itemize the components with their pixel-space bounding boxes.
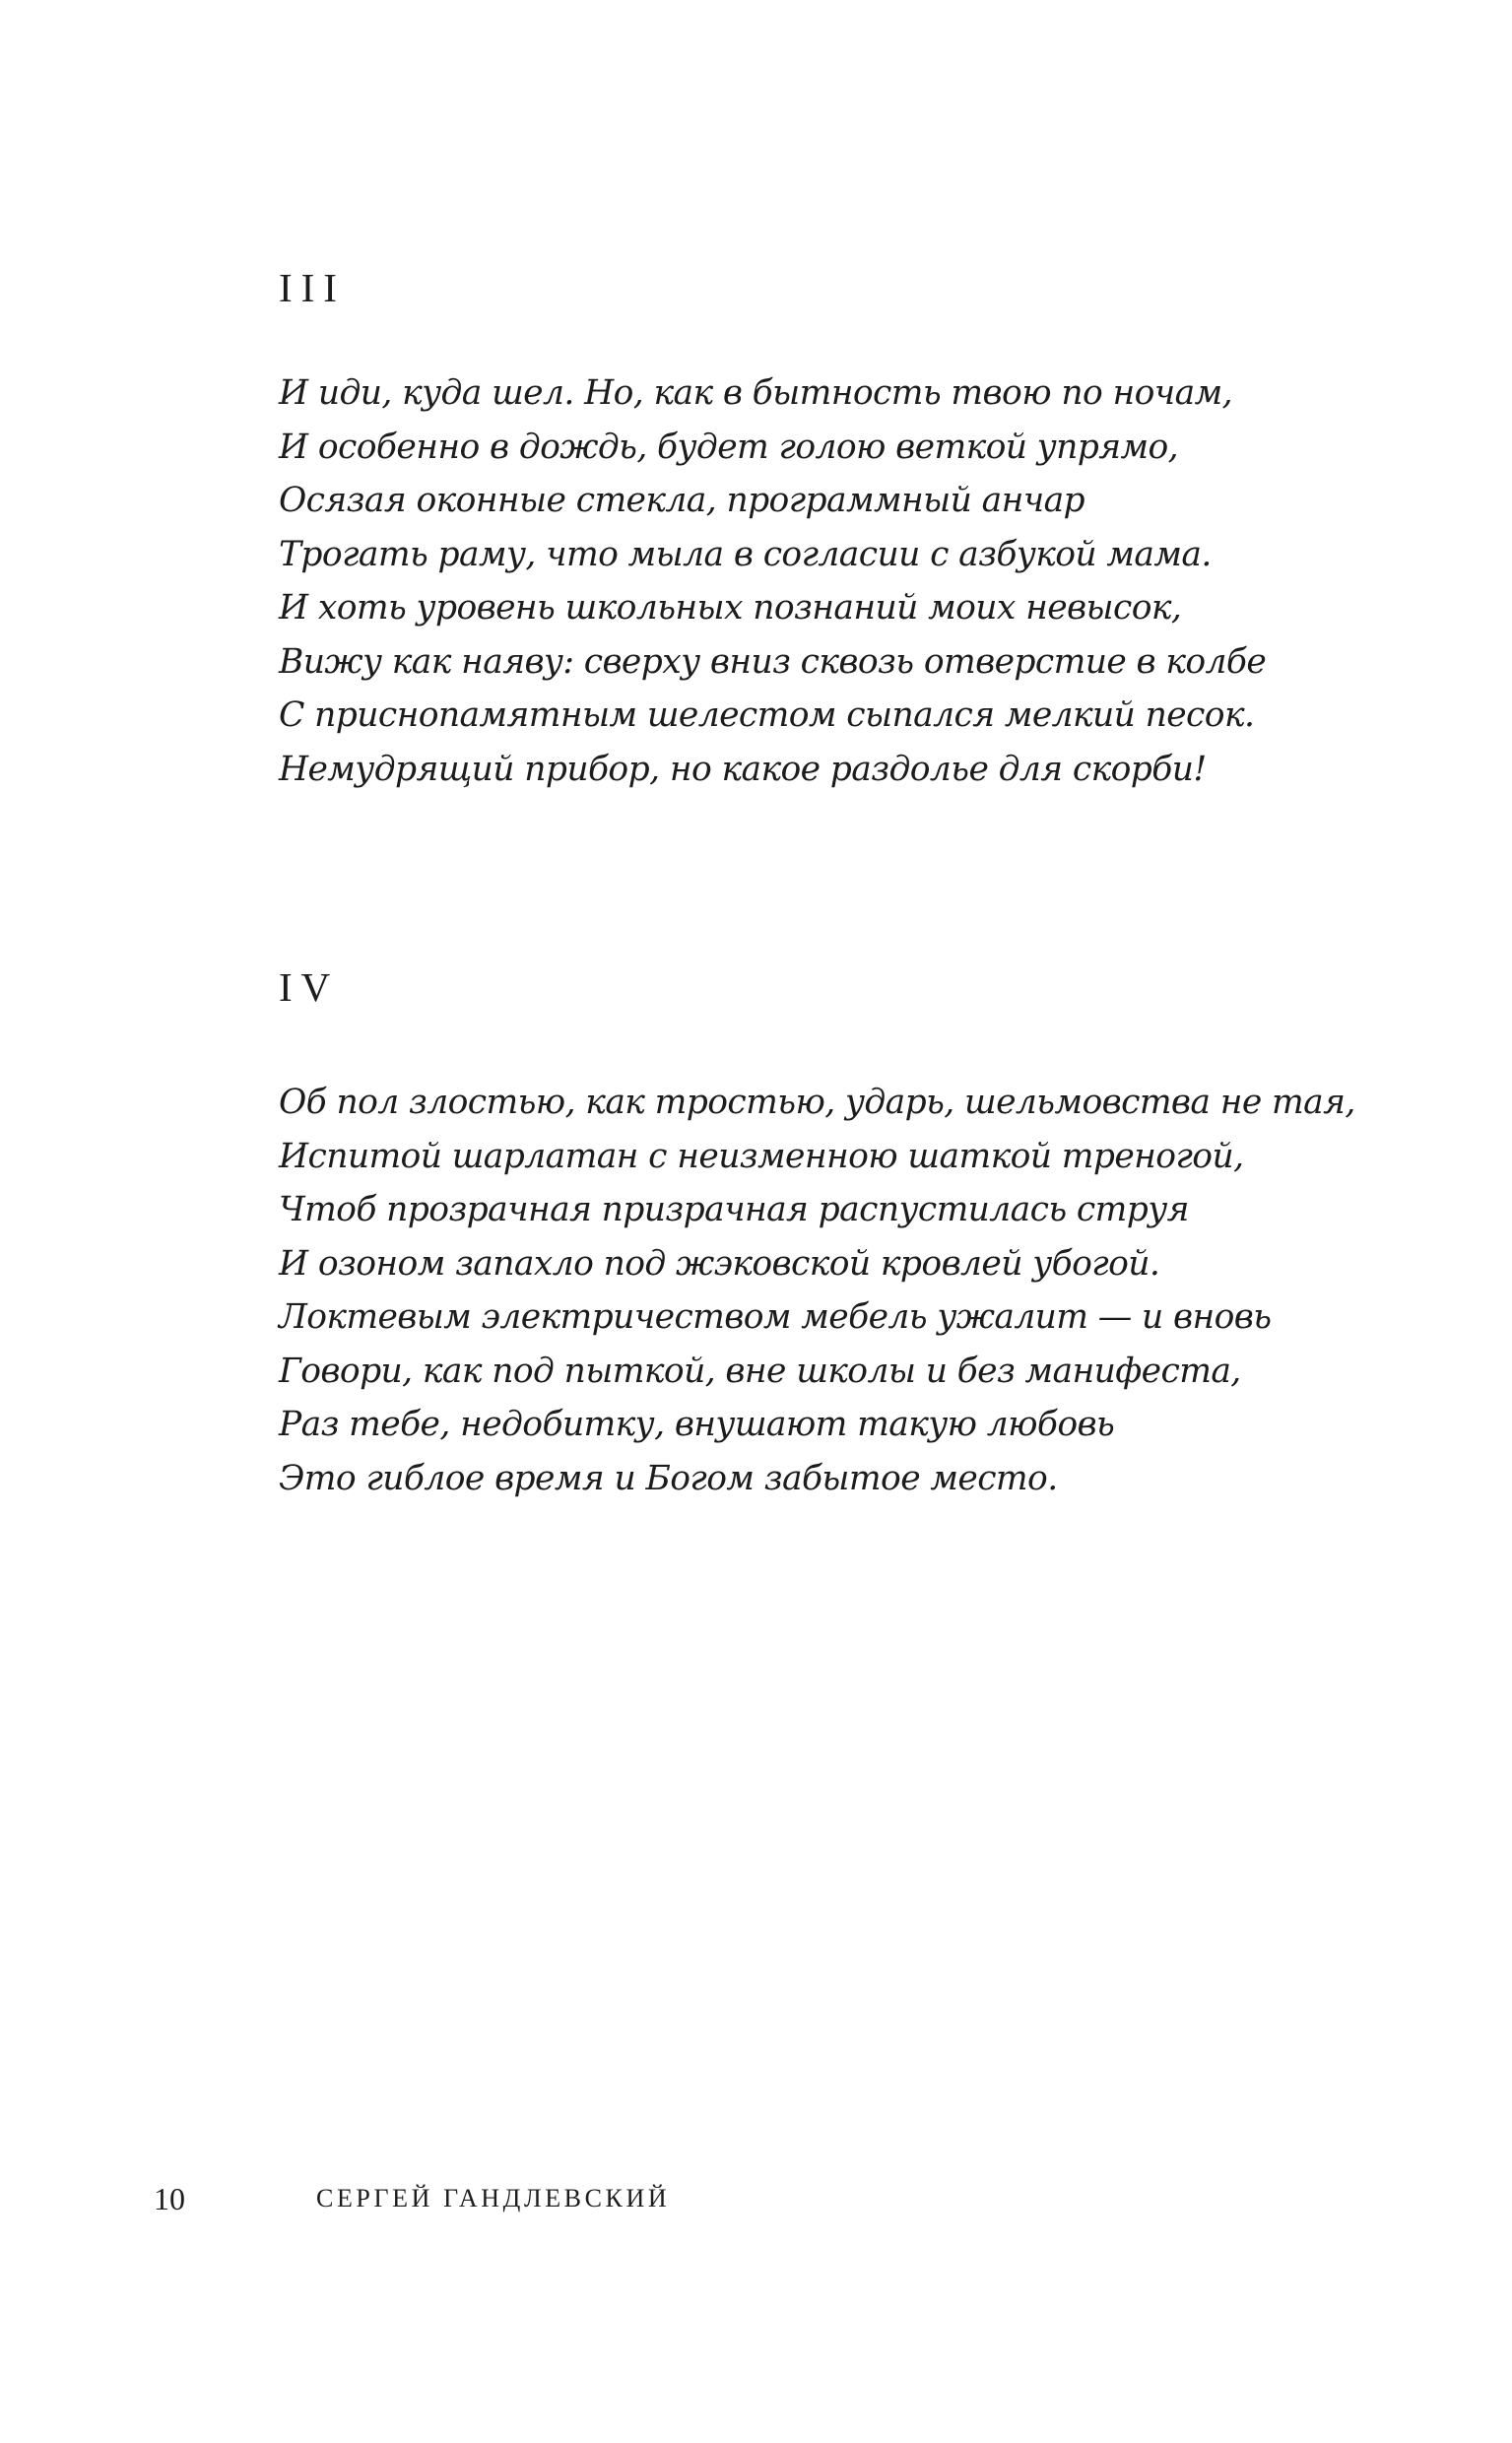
verse-line: Немудрящий прибор, но какое раздолье для скорби! (279, 749, 1207, 789)
verse-line: Испитой шарлатан с неизменною шаткой треногой, (279, 1136, 1244, 1176)
verse-line: Трогать раму, что мыла в согласии с азбукой мама. (279, 534, 1212, 574)
verse-line: И хоть уровень школьных познаний моих невысок, (279, 588, 1182, 627)
verse-line: С приснопамятным шелестом сыпался мелкий песок. (279, 695, 1255, 735)
verse-line: Локтевым электричеством мебель ужалит — и вновь (279, 1297, 1272, 1337)
verse-line: И иди, куда шел. Но, как в бытность твою по ночам, (279, 373, 1232, 413)
page-footer (0, 2179, 1512, 2218)
verse-line: Чтоб прозрачная призрачная распустилась струя (279, 1190, 1189, 1229)
page-number: 10 (154, 2181, 185, 2216)
stanza (279, 1076, 1355, 1505)
verse-line: И особенно в дождь, будет голою веткой упрямо, (279, 427, 1179, 467)
section-heading: IV (279, 964, 340, 1010)
verse-line: Вижу как наяву: сверху вниз сквозь отверстие в колбе (279, 641, 1267, 682)
running-author: СЕРГЕЙ ГАНДЛЕВСКИЙ (316, 2184, 671, 2212)
verse-line: И озоном запахло под жэковской кровлей убогой. (279, 1243, 1160, 1284)
stanza (279, 366, 1266, 796)
verse-line: Говори, как под пыткой, вне школы и без манифеста, (279, 1351, 1241, 1391)
section-heading: III (279, 265, 346, 310)
verse-line: Это гиблое время и Богом забытое место. (279, 1458, 1058, 1498)
verse-line: Раз тебе, недобитку, внушают такую любовь (279, 1405, 1115, 1444)
verse-line: Осязая оконные стекла, программный анчар (279, 481, 1085, 520)
verse-line: Об пол злостью, как тростью, ударь, шельмовства не тая, (279, 1083, 1355, 1122)
